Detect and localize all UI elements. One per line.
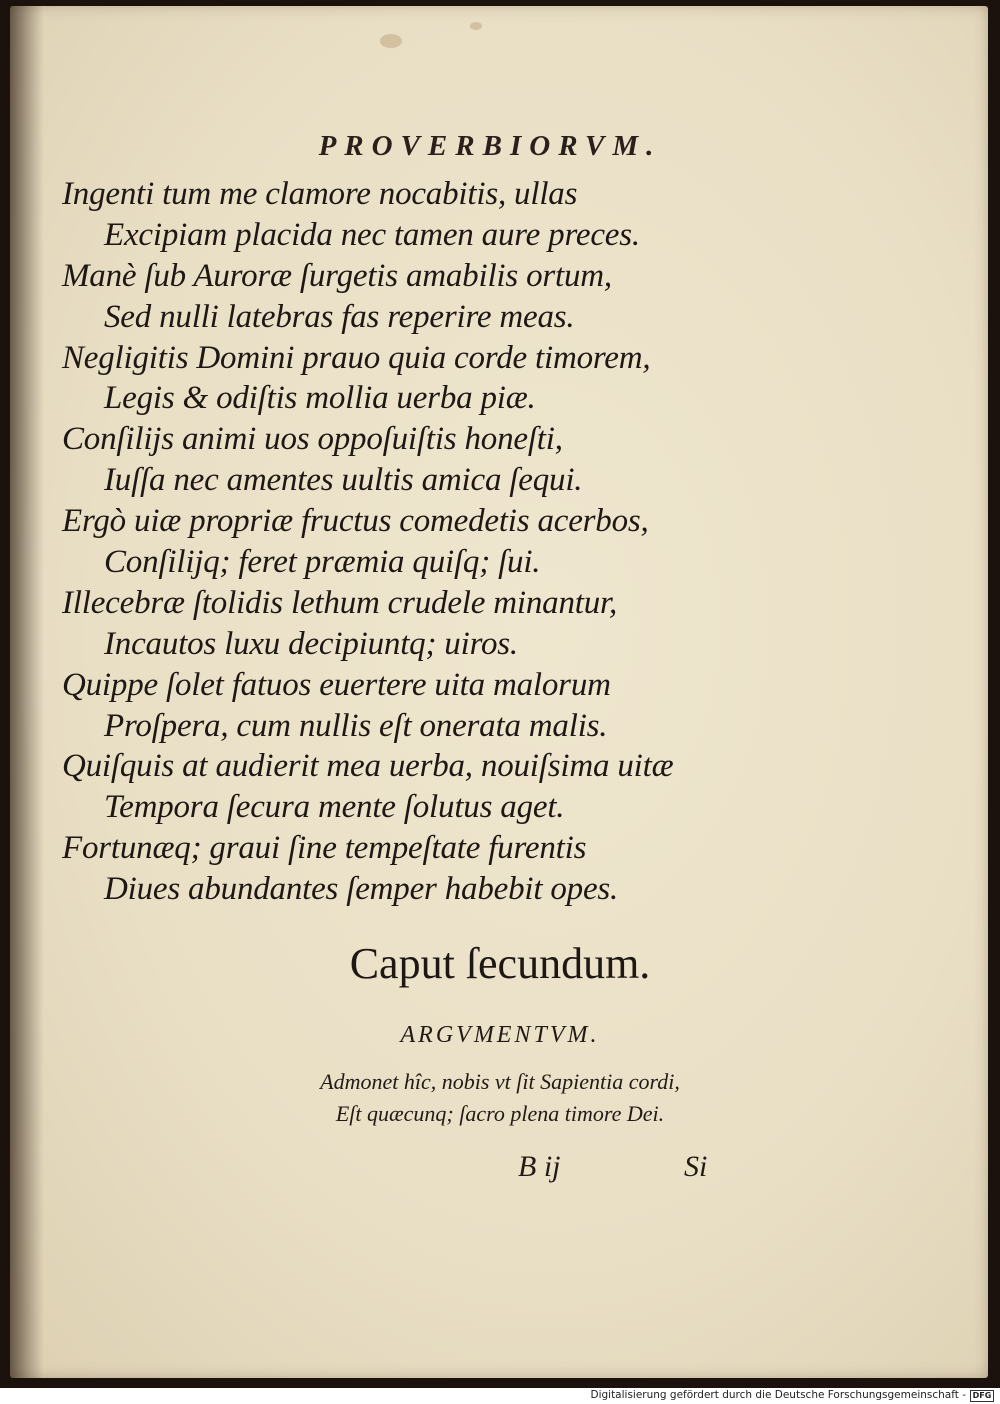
verse-line: Ingenti tum me clamore nocabitis, ullas	[62, 176, 578, 212]
verse-line: Tempora ſecura mente ſolutus aget.	[104, 789, 565, 826]
verse-line: Quippe ſolet fatuos euertere uita malorum	[62, 666, 611, 703]
footer-credit: Digitalisierung gefördert durch die Deutsche Forschungsgemeinschaft -	[590, 1389, 966, 1401]
argument-summary	[0, 1066, 1000, 1130]
signature-mark: B ij	[518, 1150, 561, 1183]
verse-line: Illecebræ ſtolidis lethum crudele minantur,	[62, 584, 618, 621]
argument-heading	[0, 1022, 1000, 1049]
paper-stain	[470, 22, 482, 30]
verse-line: Conſilijs animi uos oppoſuiſtis honeſti,	[62, 421, 563, 458]
verse-line: Legis & odiſtis mollia uerba piæ.	[104, 380, 536, 417]
verse-block	[62, 174, 962, 910]
running-head	[0, 130, 1000, 163]
verse-line: Negligitis Domini prauo quia corde timorem,	[62, 339, 651, 376]
dfg-logo: DFG	[970, 1390, 994, 1402]
paper-stain	[380, 34, 402, 48]
gutter-shadow	[10, 6, 44, 1378]
verse-line: Manè ſub Auroræ ſurgetis amabilis ortum,	[62, 257, 612, 294]
chapter-heading-text: Caput ſecundum.	[349, 939, 651, 988]
verse-line: Quiſquis at audierit mea uerba, nouiſsima uitæ	[62, 748, 674, 785]
verse-line: Incautos luxu decipiuntq; uiros.	[104, 625, 518, 662]
verse-line: Excipiam placida nec tamen aure preces.	[104, 216, 640, 253]
verse-line: Iuſſa nec amentes uultis amica ſequi.	[104, 462, 583, 499]
verse-line: Sed nulli latebras fas reperire meas.	[104, 298, 575, 335]
argument-heading-text: ARGVMENTVM.	[400, 1022, 600, 1048]
running-head-text: PROVERBIORVM.	[318, 130, 662, 162]
verse-line: Fortunæq; graui ſine tempeſtate furentis	[62, 830, 587, 867]
argument-line: Admonet hîc, nobis vt ſit Sapientia cordi,	[320, 1069, 680, 1094]
chapter-heading	[0, 938, 1000, 989]
verse-line: Diues abundantes ſemper habebit opes.	[104, 871, 619, 908]
verse-line: Conſilijq; feret præmia quiſq; ſui.	[104, 544, 541, 581]
verse-line: Ergò uiæ propriæ fructus comedetis acerbos,	[62, 503, 649, 540]
argument-line: Eſt quæcunq; ſacro plena timore Dei.	[335, 1101, 665, 1126]
catchword: Si	[684, 1150, 708, 1183]
verse-line: Proſpera, cum nullis eſt onerata malis.	[104, 707, 608, 744]
footer-bar	[0, 1388, 1000, 1404]
